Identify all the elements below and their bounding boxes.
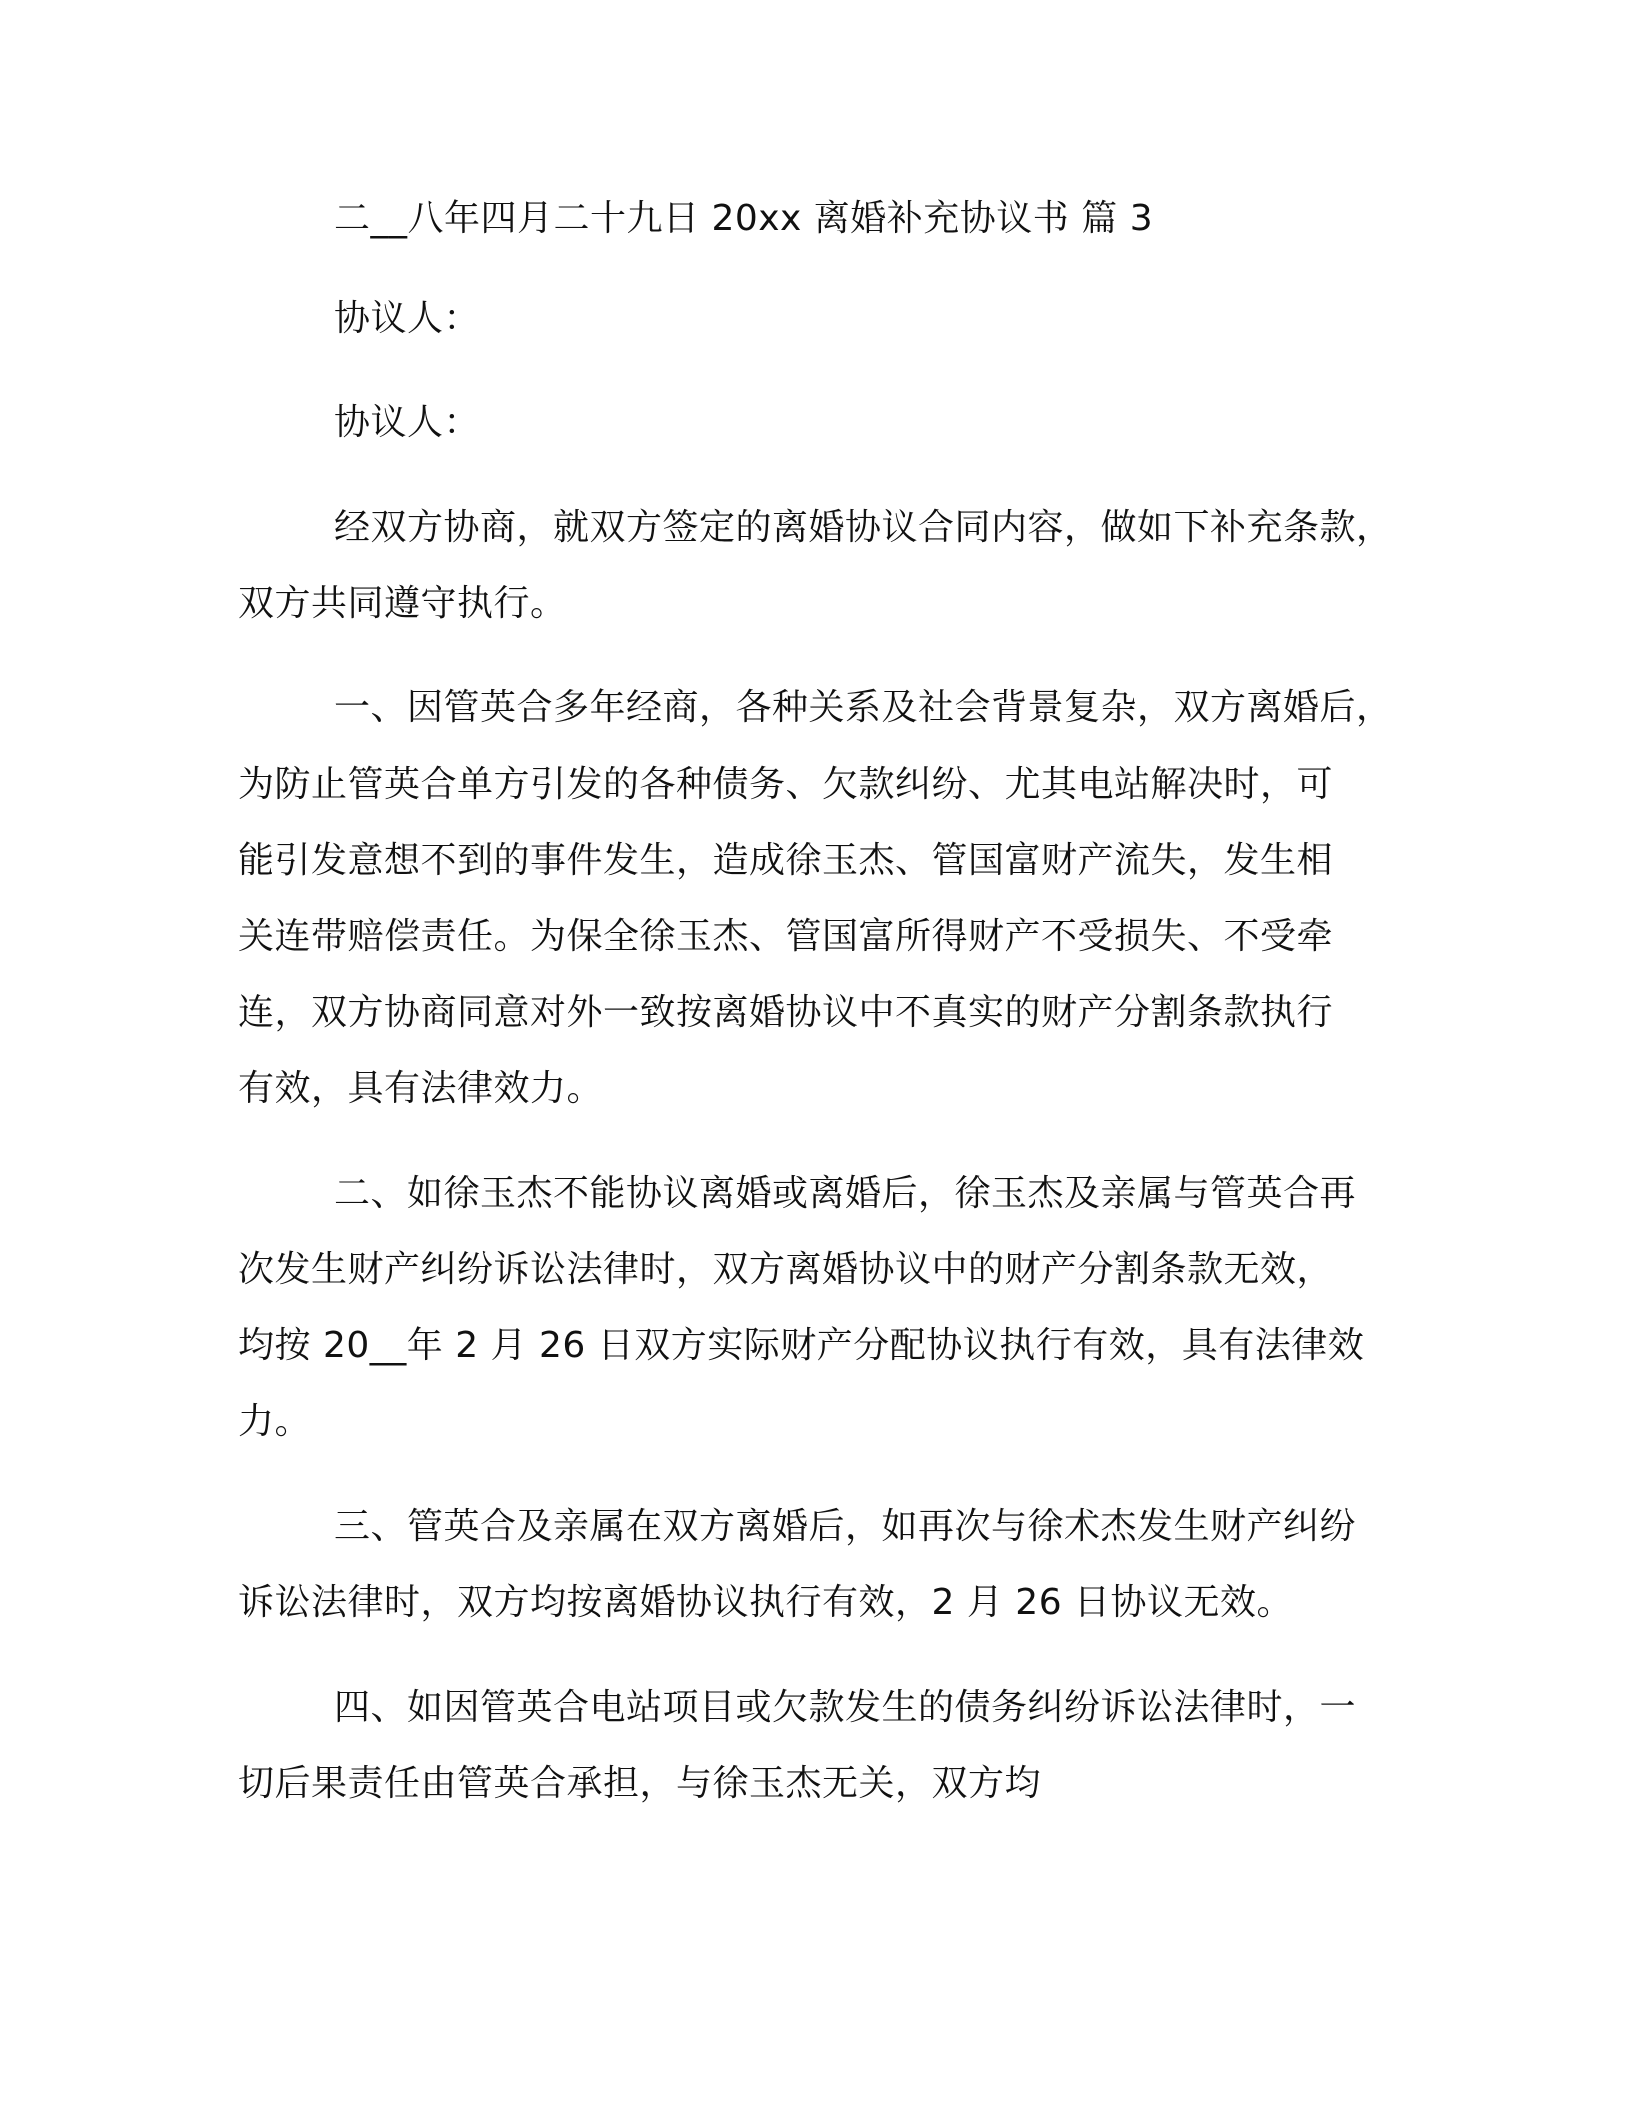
clause-1-line: 能引发意想不到的事件发生，造成徐玉杰、管国富财产流失，发生相 <box>238 840 1334 881</box>
clause-2-line: 均按 20__年 2 月 26 日双方实际财产分配协议执行有效，具有法律效 <box>238 1325 1365 1366</box>
clause-1-line: 连，双方协商同意对外一致按离婚协议中不真实的财产分割条款执行 <box>238 992 1334 1033</box>
clause-4-line: 切后果责任由管英合承担，与徐玉杰无关，双方均 <box>238 1763 1042 1804</box>
party-line-1: 协议人： <box>334 298 481 339</box>
clause-4-line: 四、如因管英合电站项目或欠款发生的债务纠纷诉讼法律时，一 <box>334 1687 1357 1728</box>
clause-2-line: 二、如徐玉杰不能协议离婚或离婚后，徐玉杰及亲属与管英合再 <box>334 1173 1357 1214</box>
clause-2-line: 力。 <box>238 1401 312 1442</box>
clause-1-line: 一、因管英合多年经商，各种关系及社会背景复杂，双方离婚后， <box>334 687 1393 728</box>
clause-1-line: 有效，具有法律效力。 <box>238 1068 604 1109</box>
document-heading: 二__八年四月二十九日 20xx 离婚补充协议书 篇 3 <box>334 198 1154 239</box>
intro-paragraph-line: 双方共同遵守执行。 <box>238 583 567 624</box>
clause-1-line: 为防止管英合单方引发的各种债务、欠款纠纷、尤其电站解决时，可 <box>238 764 1334 805</box>
clause-2-line: 次发生财产纠纷诉讼法律时，双方离婚协议中的财产分割条款无效， <box>238 1249 1334 1290</box>
clause-3-line: 诉讼法律时，双方均按离婚协议执行有效，2 月 26 日协议无效。 <box>238 1582 1294 1623</box>
intro-paragraph-line: 经双方协商，就双方签定的离婚协议合同内容，做如下补充条款， <box>334 507 1393 548</box>
party-line-2: 协议人： <box>334 402 481 443</box>
clause-3-line: 三、管英合及亲属在双方离婚后，如再次与徐术杰发生财产纠纷 <box>334 1506 1357 1547</box>
clause-1-line: 关连带赔偿责任。为保全徐玉杰、管国富所得财产不受损失、不受牵 <box>238 916 1334 957</box>
